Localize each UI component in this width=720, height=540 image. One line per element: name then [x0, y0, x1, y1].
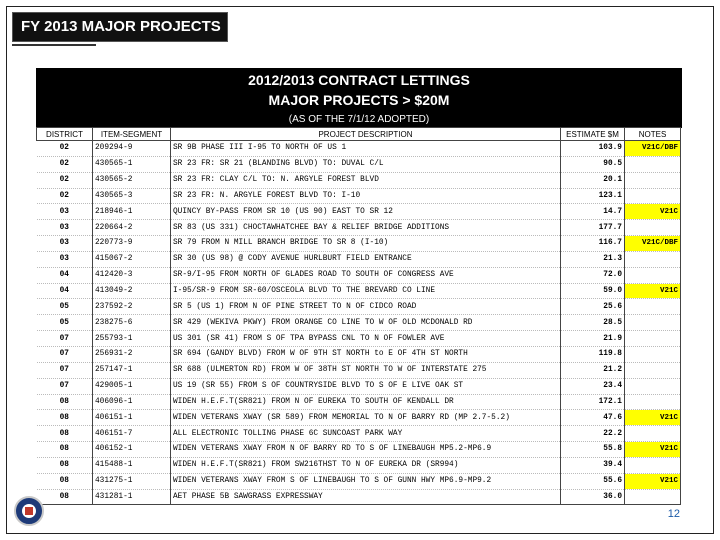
district-cell: 03	[37, 251, 93, 267]
table-row	[37, 473, 681, 489]
table-row	[37, 141, 681, 157]
table-row	[37, 489, 681, 505]
estimate-cell: 21.9	[561, 331, 625, 347]
table-row	[37, 378, 681, 394]
description-cell: SR 83 (US 331) CHOCTAWHATCHEE BAY & RELIEF BRIDGE ADDITIONS	[171, 220, 561, 236]
description-cell: WIDEN VETERANS XWAY FROM S OF LINEBAUGH TO S OF GUNN HWY MP6.9-MP9.2	[171, 473, 561, 489]
table-row	[37, 283, 681, 299]
item-segment-cell: 257147-1	[93, 362, 171, 378]
estimate-cell: 119.8	[561, 346, 625, 362]
description-cell: SR 429 (WEKIVA PKWY) FROM ORANGE CO LINE TO W OF OLD MCDONALD RD	[171, 315, 561, 331]
district-cell: 04	[37, 283, 93, 299]
notes-cell	[625, 267, 681, 283]
table-row	[37, 410, 681, 426]
table-row	[37, 188, 681, 204]
estimate-cell: 90.5	[561, 156, 625, 172]
description-cell: WIDEN VETERANS XWAY (SR 589) FROM MEMORIAL TO N OF BARRY RD (MP 2.7-5.2)	[171, 410, 561, 426]
description-cell: SR 23 FR: CLAY C/L TO: N. ARGYLE FOREST BLVD	[171, 172, 561, 188]
estimate-cell: 55.6	[561, 473, 625, 489]
district-cell: 02	[37, 172, 93, 188]
district-cell: 03	[37, 236, 93, 252]
estimate-cell: 55.8	[561, 442, 625, 458]
district-cell: 08	[37, 426, 93, 442]
estimate-cell: 23.4	[561, 378, 625, 394]
item-segment-cell: 220664-2	[93, 220, 171, 236]
banner-subtitle: MAJOR PROJECTS > $20M	[268, 92, 450, 108]
description-cell: SR 688 (ULMERTON RD) FROM W OF 38TH ST NORTH TO W OF INTERSTATE 275	[171, 362, 561, 378]
item-segment-cell: 255793-1	[93, 331, 171, 347]
table-row	[37, 362, 681, 378]
district-cell: 08	[37, 442, 93, 458]
notes-cell: V21C	[625, 442, 681, 458]
description-cell: SR 9B PHASE III I-95 TO NORTH OF US 1	[171, 141, 561, 157]
notes-cell	[625, 315, 681, 331]
notes-cell	[625, 489, 681, 505]
item-segment-cell: 429005-1	[93, 378, 171, 394]
table-row	[37, 236, 681, 252]
notes-cell	[625, 188, 681, 204]
page-number: 12	[667, 508, 680, 520]
description-cell: SR-9/I-95 FROM NORTH OF GLADES ROAD TO SOUTH OF CONGRESS AVE	[171, 267, 561, 283]
description-cell: SR 23 FR: SR 21 (BLANDING BLVD) TO: DUVAL C/L	[171, 156, 561, 172]
column-header-item-segment: ITEM-SEGMENT	[93, 128, 171, 141]
estimate-cell: 21.3	[561, 251, 625, 267]
district-cell: 07	[37, 378, 93, 394]
item-segment-cell: 406151-1	[93, 410, 171, 426]
column-header-notes: NOTES	[625, 128, 681, 141]
description-cell: QUINCY BY-PASS FROM SR 10 (US 90) EAST TO SR 12	[171, 204, 561, 220]
notes-cell	[625, 346, 681, 362]
district-cell: 03	[37, 220, 93, 236]
fdot-seal-icon	[14, 496, 44, 526]
table-row	[37, 394, 681, 410]
notes-cell	[625, 394, 681, 410]
description-cell: US 19 (SR 55) FROM S OF COUNTRYSIDE BLVD TO S OF E LIVE OAK ST	[171, 378, 561, 394]
item-segment-cell: 415067-2	[93, 251, 171, 267]
table-row	[37, 457, 681, 473]
table-row	[37, 299, 681, 315]
notes-cell	[625, 220, 681, 236]
district-cell: 02	[37, 156, 93, 172]
district-cell: 08	[37, 394, 93, 410]
notes-cell	[625, 172, 681, 188]
district-cell: 02	[37, 141, 93, 157]
estimate-cell: 28.5	[561, 315, 625, 331]
notes-cell	[625, 426, 681, 442]
table-row	[37, 315, 681, 331]
column-header-description: PROJECT DESCRIPTION	[171, 128, 561, 141]
estimate-cell: 39.4	[561, 457, 625, 473]
description-cell: ALL ELECTRONIC TOLLING PHASE 6C SUNCOAST PARK WAY	[171, 426, 561, 442]
description-cell: WIDEN H.E.F.T(SR821) FROM N OF EUREKA TO SOUTH OF KENDALL DR	[171, 394, 561, 410]
district-cell: 03	[37, 204, 93, 220]
item-segment-cell: 431275-1	[93, 473, 171, 489]
item-segment-cell: 406096-1	[93, 394, 171, 410]
table-row	[37, 204, 681, 220]
estimate-cell: 172.1	[561, 394, 625, 410]
banner-note: (AS OF THE 7/1/12 ADOPTED)	[288, 114, 430, 125]
slide-title: FY 2013 MAJOR PROJECTS	[12, 12, 228, 42]
description-cell: WIDEN H.E.F.T(SR821) FROM SW216THST TO N OF EUREKA DR (SR994)	[171, 457, 561, 473]
column-header-estimate: ESTIMATE $M	[561, 128, 625, 141]
description-cell: SR 694 (GANDY BLVD) FROM W OF 9TH ST NORTH to E OF 4TH ST NORTH	[171, 346, 561, 362]
notes-cell: V21C/DBF	[625, 141, 681, 157]
column-header-district: DISTRICT	[37, 128, 93, 141]
table-row	[37, 156, 681, 172]
item-segment-cell: 406152-1	[93, 442, 171, 458]
seal-mark	[25, 507, 33, 515]
description-cell: I-95/SR-9 FROM SR-60/OSCEOLA BLVD TO THE BREVARD CO LINE	[171, 283, 561, 299]
notes-cell: V21C	[625, 410, 681, 426]
item-segment-cell: 415488-1	[93, 457, 171, 473]
notes-cell	[625, 251, 681, 267]
district-cell: 08	[37, 457, 93, 473]
notes-cell	[625, 299, 681, 315]
item-segment-cell: 256931-2	[93, 346, 171, 362]
table-row	[37, 172, 681, 188]
table-row	[37, 442, 681, 458]
notes-cell: V21C	[625, 204, 681, 220]
district-cell: 07	[37, 362, 93, 378]
district-cell: 02	[37, 188, 93, 204]
estimate-cell: 47.6	[561, 410, 625, 426]
notes-cell: V21C/DBF	[625, 236, 681, 252]
estimate-cell: 36.0	[561, 489, 625, 505]
notes-cell	[625, 331, 681, 347]
estimate-cell: 21.2	[561, 362, 625, 378]
estimate-cell: 25.6	[561, 299, 625, 315]
item-segment-cell: 406151-7	[93, 426, 171, 442]
notes-cell	[625, 156, 681, 172]
table-header-row	[37, 128, 681, 141]
notes-cell	[625, 378, 681, 394]
description-cell: SR 79 FROM N MILL BRANCH BRIDGE TO SR 8 (I-10)	[171, 236, 561, 252]
item-segment-cell: 413049-2	[93, 283, 171, 299]
table-row	[37, 220, 681, 236]
table-banner	[36, 68, 682, 128]
description-cell: WIDEN VETERANS XWAY FROM N OF BARRY RD TO S OF LINEBAUGH MP5.2-MP6.9	[171, 442, 561, 458]
table-row	[37, 426, 681, 442]
description-cell: AET PHASE 5B SAWGRASS EXPRESSWAY	[171, 489, 561, 505]
district-cell: 05	[37, 299, 93, 315]
table-row	[37, 331, 681, 347]
district-cell: 07	[37, 346, 93, 362]
district-cell: 08	[37, 489, 93, 505]
item-segment-cell: 430565-3	[93, 188, 171, 204]
estimate-cell: 22.2	[561, 426, 625, 442]
projects-table	[36, 127, 681, 505]
estimate-cell: 72.0	[561, 267, 625, 283]
item-segment-cell: 238275-6	[93, 315, 171, 331]
estimate-cell: 20.1	[561, 172, 625, 188]
district-cell: 08	[37, 410, 93, 426]
table-body	[37, 141, 681, 505]
estimate-cell: 116.7	[561, 236, 625, 252]
notes-cell	[625, 457, 681, 473]
table-row	[37, 267, 681, 283]
table-row	[37, 251, 681, 267]
estimate-cell: 14.7	[561, 204, 625, 220]
item-segment-cell: 412420-3	[93, 267, 171, 283]
estimate-cell: 123.1	[561, 188, 625, 204]
table-row	[37, 346, 681, 362]
title-underline	[12, 44, 96, 46]
item-segment-cell: 209294-9	[93, 141, 171, 157]
description-cell: SR 30 (US 98) @ CODY AVENUE HURLBURT FIELD ENTRANCE	[171, 251, 561, 267]
item-segment-cell: 237592-2	[93, 299, 171, 315]
district-cell: 05	[37, 315, 93, 331]
estimate-cell: 59.0	[561, 283, 625, 299]
item-segment-cell: 218946-1	[93, 204, 171, 220]
district-cell: 08	[37, 473, 93, 489]
description-cell: SR 23 FR: N. ARGYLE FOREST BLVD TO: I-10	[171, 188, 561, 204]
item-segment-cell: 430565-2	[93, 172, 171, 188]
district-cell: 07	[37, 331, 93, 347]
item-segment-cell: 431281-1	[93, 489, 171, 505]
district-cell: 04	[37, 267, 93, 283]
item-segment-cell: 430565-1	[93, 156, 171, 172]
description-cell: US 301 (SR 41) FROM S OF TPA BYPASS CNL TO N OF FOWLER AVE	[171, 331, 561, 347]
notes-cell: V21C	[625, 473, 681, 489]
estimate-cell: 177.7	[561, 220, 625, 236]
description-cell: SR 5 (US 1) FROM N OF PINE STREET TO N OF CIDCO ROAD	[171, 299, 561, 315]
estimate-cell: 103.9	[561, 141, 625, 157]
item-segment-cell: 220773-9	[93, 236, 171, 252]
banner-title: 2012/2013 CONTRACT LETTINGS	[248, 72, 470, 88]
notes-cell	[625, 362, 681, 378]
notes-cell: V21C	[625, 283, 681, 299]
